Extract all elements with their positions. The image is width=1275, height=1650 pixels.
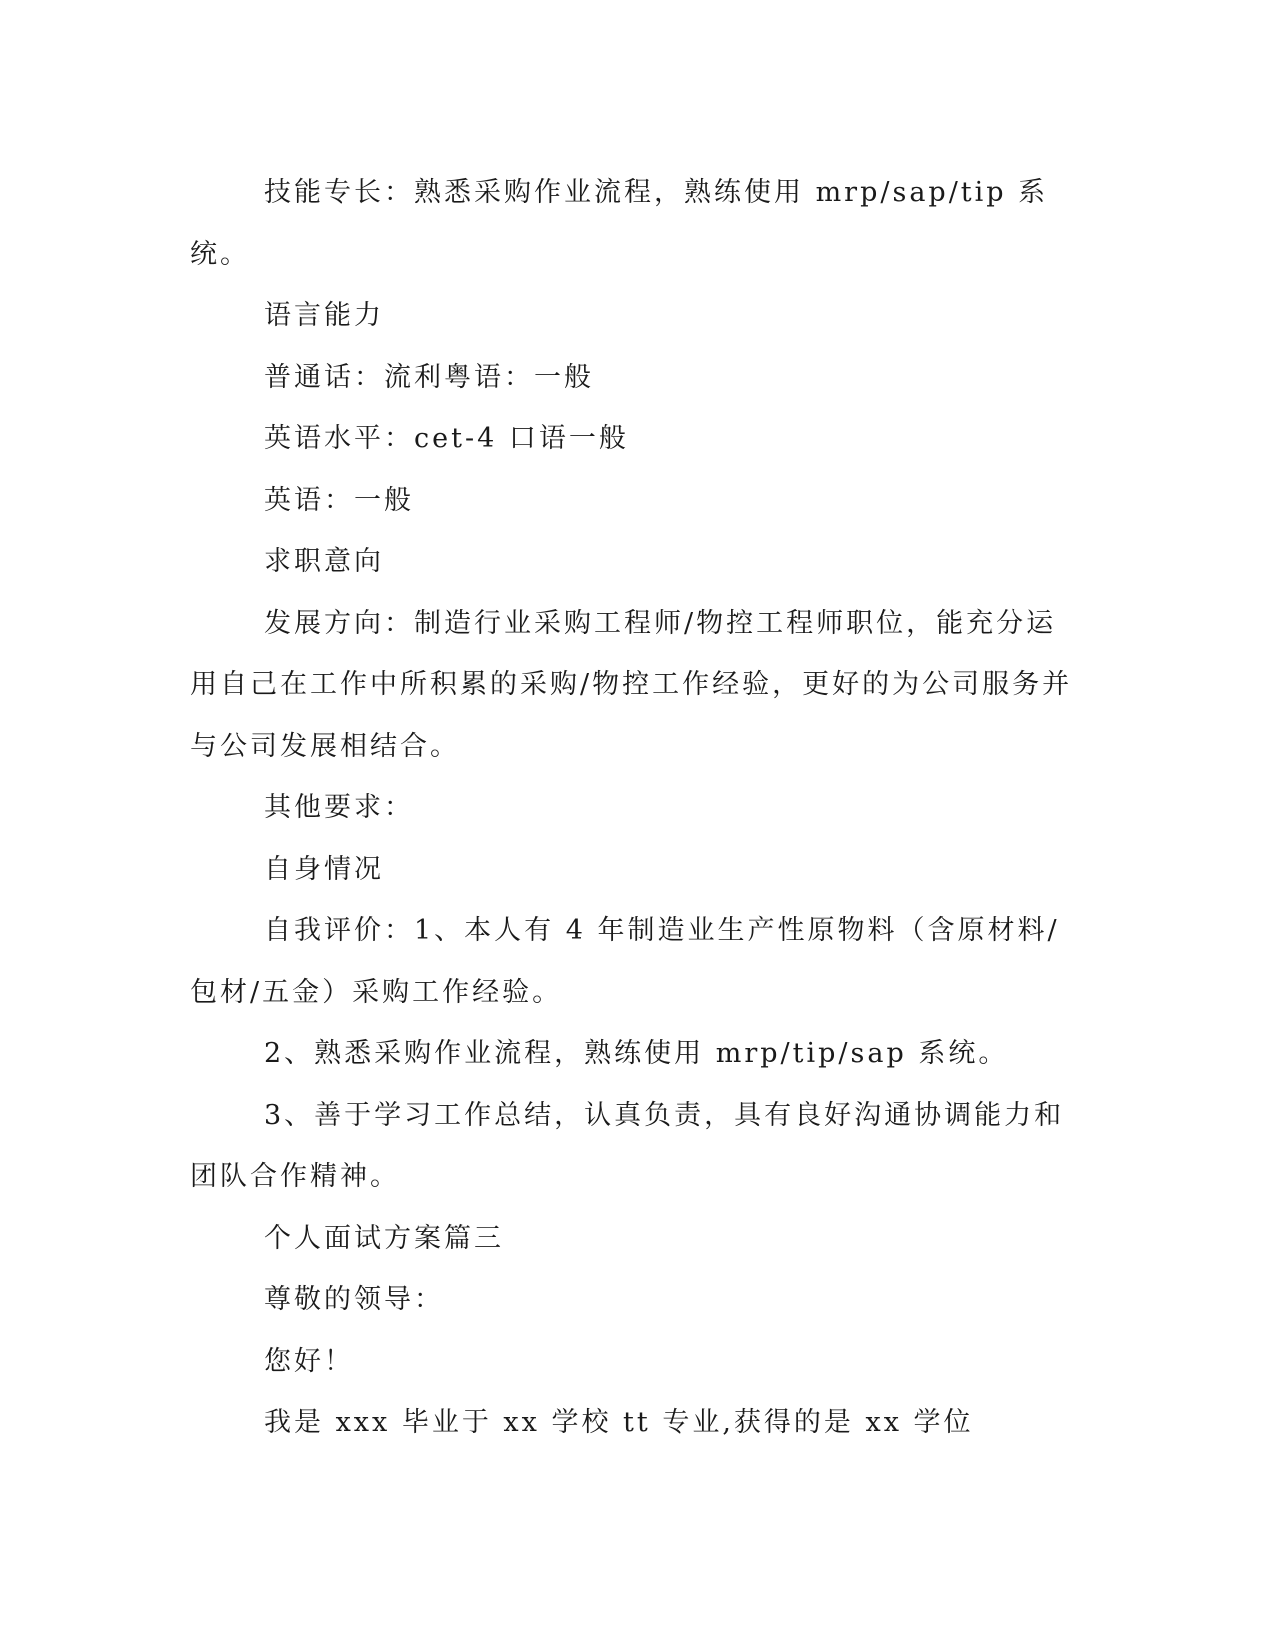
paragraph-english-level: 英语水平：cet-4 口语一般 — [264, 423, 629, 454]
paragraph-other-requirements: 其他要求： — [264, 792, 414, 823]
heading-personal-situation: 自身情况 — [264, 853, 384, 885]
document-body — [190, 162, 1075, 1454]
heading-interview-plan-3: 个人面试方案篇三 — [264, 1222, 504, 1254]
paragraph-self-evaluation-1: 自我评价：1、本人有 4 年制造业生产性原物料（含原材料/包材/五金）采购工作经验。 — [190, 915, 1060, 1008]
paragraph-development-direction: 发展方向：制造行业采购工程师/物控工程师职位，能充分运用自己在工作中所积累的采购/物控工作经验，更好的为公司服务并与公司发展相结合。 — [190, 607, 1073, 762]
paragraph-salutation: 尊敬的领导： — [264, 1284, 444, 1315]
paragraph-self-evaluation-2: 2、熟悉采购作业流程，熟练使用 mrp/tip/sap 系统。 — [264, 1038, 1009, 1069]
paragraph-mandarin-cantonese: 普通话：流利粤语：一般 — [264, 361, 594, 393]
paragraph-introduction: 我是 xxx 毕业于 xx 学校 tt 专业,获得的是 xx 学位 — [264, 1407, 974, 1438]
paragraph-english: 英语：一般 — [264, 484, 414, 516]
heading-language-ability: 语言能力 — [264, 300, 384, 331]
heading-job-intention: 求职意向 — [264, 546, 384, 577]
paragraph-skills: 技能专长：熟悉采购作业流程，熟练使用 mrp/sap/tip 系统。 — [190, 177, 1049, 270]
paragraph-self-evaluation-3: 3、善于学习工作总结，认真负责，具有良好沟通协调能力和团队合作精神。 — [190, 1099, 1065, 1192]
paragraph-greeting: 您好！ — [264, 1345, 354, 1377]
